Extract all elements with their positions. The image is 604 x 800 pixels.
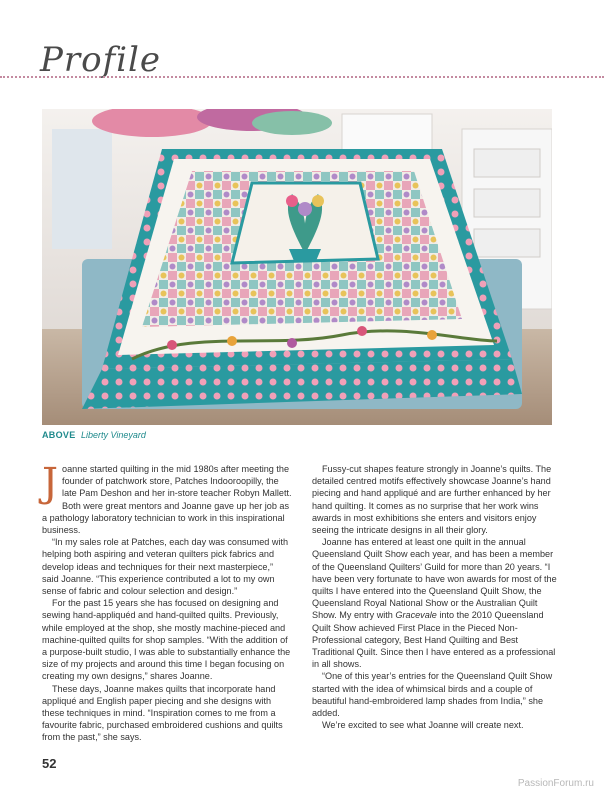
paragraph-text: Joanne has entered at least one quilt in the annual Queensland Quilt Show each year, and has been a member of the Queensland Quilters’ Guild for more than 20 years. “I have been very fortunate to have won awards for most of the quilts I have entered into the Queensland Quilt Show, the Queensland Royal National Show or the Australian Quilt Show. My entry with [312,537,557,621]
page-number: 52 [42,756,57,771]
photo-caption [42,430,146,440]
article-column-left [42,460,292,753]
quilt-photo [42,109,552,425]
article-paragraph [312,536,562,670]
caption-title: Liberty Vineyard [81,430,146,440]
article-paragraph: “One of this year’s entries for the Queensland Quilt Show started with the idea of whimsical birds and a couple of beautiful hand-embroidered lamp shades from India,” she added. [312,671,553,719]
article-paragraph: We’re excited to see what Joanne will create next. [322,720,524,731]
drop-cap: J [42,460,59,506]
article-paragraph [42,460,292,536]
paragraph-text: oanne started quilting in the mid 1980s after meeting the founder of patchwork store, Patches Indooroopilly, the late Pam Deshon and her in-store teacher Robyn Mallett. Both were great mentors and Joanne gave up her job as a pathology laboratory technician to work in this inspirational business. [42,464,292,536]
paragraph-text: into the 2010 Queensland Quilt Show achieved First Place in the Pieced Non-Professional category, Best Hand Quilting and Best Traditional Quilt. Since then I have entered as a professional in all shows. [312,610,556,670]
article-columns [42,460,562,753]
quilt-name: Gracevale [395,610,437,621]
article-paragraph: “In my sales role at Patches, each day was consumed with helping both aspiring and veteran quilters pick fabrics and develop ideas and techniques for their next masterpiece,” said Joanne. “This experience contributed a lot to my own sense of fabric and colour selection and design.” [42,537,289,597]
quilt-photo-icon [42,109,552,425]
article-paragraph: For the past 15 years she has focused on designing and sewing hand-appliquéd and hand-quilted quilts. Previously, while employed at the shop, she mostly machine-pieced and machine-quilted quilts for shop samples. “With the addition of a purpose-built studio, I was able to substantially enhance the size of my projects and around this time I began focusing on creating my own designs,” shares Joanne. [42,598,291,682]
article-paragraph: Fussy-cut shapes feature strongly in Joanne’s quilts. The detailed centred motifs effectively showcase Joanne’s hand piecing and hand appliqué and are further enhanced by her hand quilting. It comes as no surprise that her work wins awards in most exhibitions she enters and visitors enjoy seeing the intricate designs in all their glory. [312,464,552,536]
article-column-right [312,463,562,753]
watermark: PassionForum.ru [517,778,594,789]
dotted-divider [0,76,604,78]
caption-label: ABOVE [42,430,76,440]
article-paragraph: These days, Joanne makes quilts that incorporate hand appliqué and English paper piecing and she designs with these techniques in mind. “Inspiration comes to me from a favourite fabric, purchased embroidered cushions and quilts from the past,” she says. [42,683,283,743]
section-title: Profile [40,40,162,80]
